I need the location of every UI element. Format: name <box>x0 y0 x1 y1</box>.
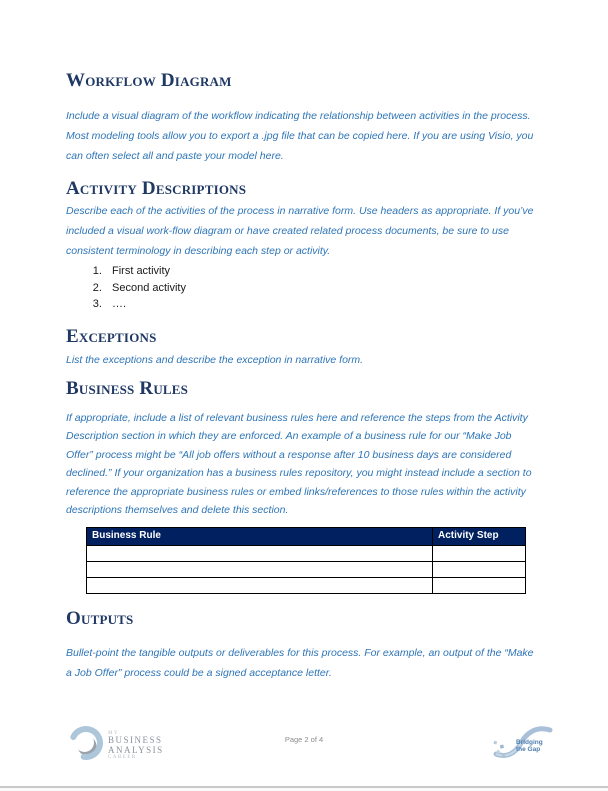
list-item: 1. First activity <box>105 263 540 280</box>
activity-step-cell[interactable] <box>433 545 526 561</box>
bridging-the-gap-logo-text <box>516 739 543 753</box>
section-heading-exceptions: Exceptions <box>66 325 157 347</box>
section-heading-business-rules: Business Rules <box>66 377 189 399</box>
activity-step-cell[interactable] <box>433 561 526 577</box>
activity-numbered-list <box>66 263 540 313</box>
section-heading-activity-descriptions: Activity Descriptions <box>66 178 247 199</box>
business-analysis-career-logo-icon <box>68 724 104 767</box>
activity-step-cell[interactable] <box>433 577 526 593</box>
activity-guidance-text: Describe each of the activities of the process in narrative form. Use headers as appropriate. If you’ve included a visual work-flow diagram or have created related process documents, be sure to use consistent terminology in describing each step or activity. <box>66 205 534 257</box>
business-rule-cell[interactable] <box>87 545 433 561</box>
logo-line-analysis: ANALYSIS <box>108 744 164 755</box>
bridging-the-gap-logo <box>490 721 554 763</box>
business-analysis-career-logo <box>68 724 164 767</box>
business-rules-guidance-text: If appropriate, include a list of relevant business rules here and reference the steps from the Activity Description section in which they are enforced. An example of a business rule for our “Make Job Offer” process might be “All job offers without a response after 10 business days are considered declined.” If your organization has a business rules repository, you might instead include a section to reference the appropriate business rules or embed links/references to those rules within the activity descriptions themselves and delete this section. <box>66 411 532 516</box>
logo-line-the-gap: the Gap <box>516 746 541 753</box>
table-row <box>87 577 526 593</box>
logo-line-bridging: Bridging <box>516 739 543 746</box>
list-item: 2. Second activity <box>105 280 540 297</box>
table-header-row <box>87 527 526 545</box>
table-row <box>87 545 526 561</box>
business-rule-cell[interactable] <box>87 561 433 577</box>
outputs-guidance-text: Bullet-point the tangible outputs or deliverables for this process. For example, an output of the “Make a Job Offer” process could be a signed acceptance letter. <box>66 646 534 679</box>
section-heading-workflow-diagram: Workflow Diagram <box>66 70 232 91</box>
column-header-business-rule: Business Rule <box>87 527 433 545</box>
workflow-guidance-text: Include a visual diagram of the workflow indicating the relationship between activities in the process. Most modeling tools allow you to export a .jpg file that can be copied here. If you are using Visio, you can often select all and paste your model here. <box>66 110 534 162</box>
business-rule-cell[interactable] <box>87 577 433 593</box>
business-rules-table <box>86 527 526 594</box>
list-item: 3. …. <box>105 296 540 313</box>
page-number-label: Page 2 of 4 <box>284 735 324 744</box>
table-row <box>87 561 526 577</box>
logo-line-my: MY <box>108 731 120 736</box>
logo-line-business: BUSINESS <box>108 735 163 745</box>
exceptions-guidance-text: List the exceptions and describe the exception in narrative form. <box>66 353 364 366</box>
logo-line-career: CAREER <box>108 755 137 760</box>
document-body <box>66 0 540 683</box>
column-header-activity-step: Activity Step <box>433 527 526 545</box>
section-heading-outputs: Outputs <box>66 607 134 629</box>
